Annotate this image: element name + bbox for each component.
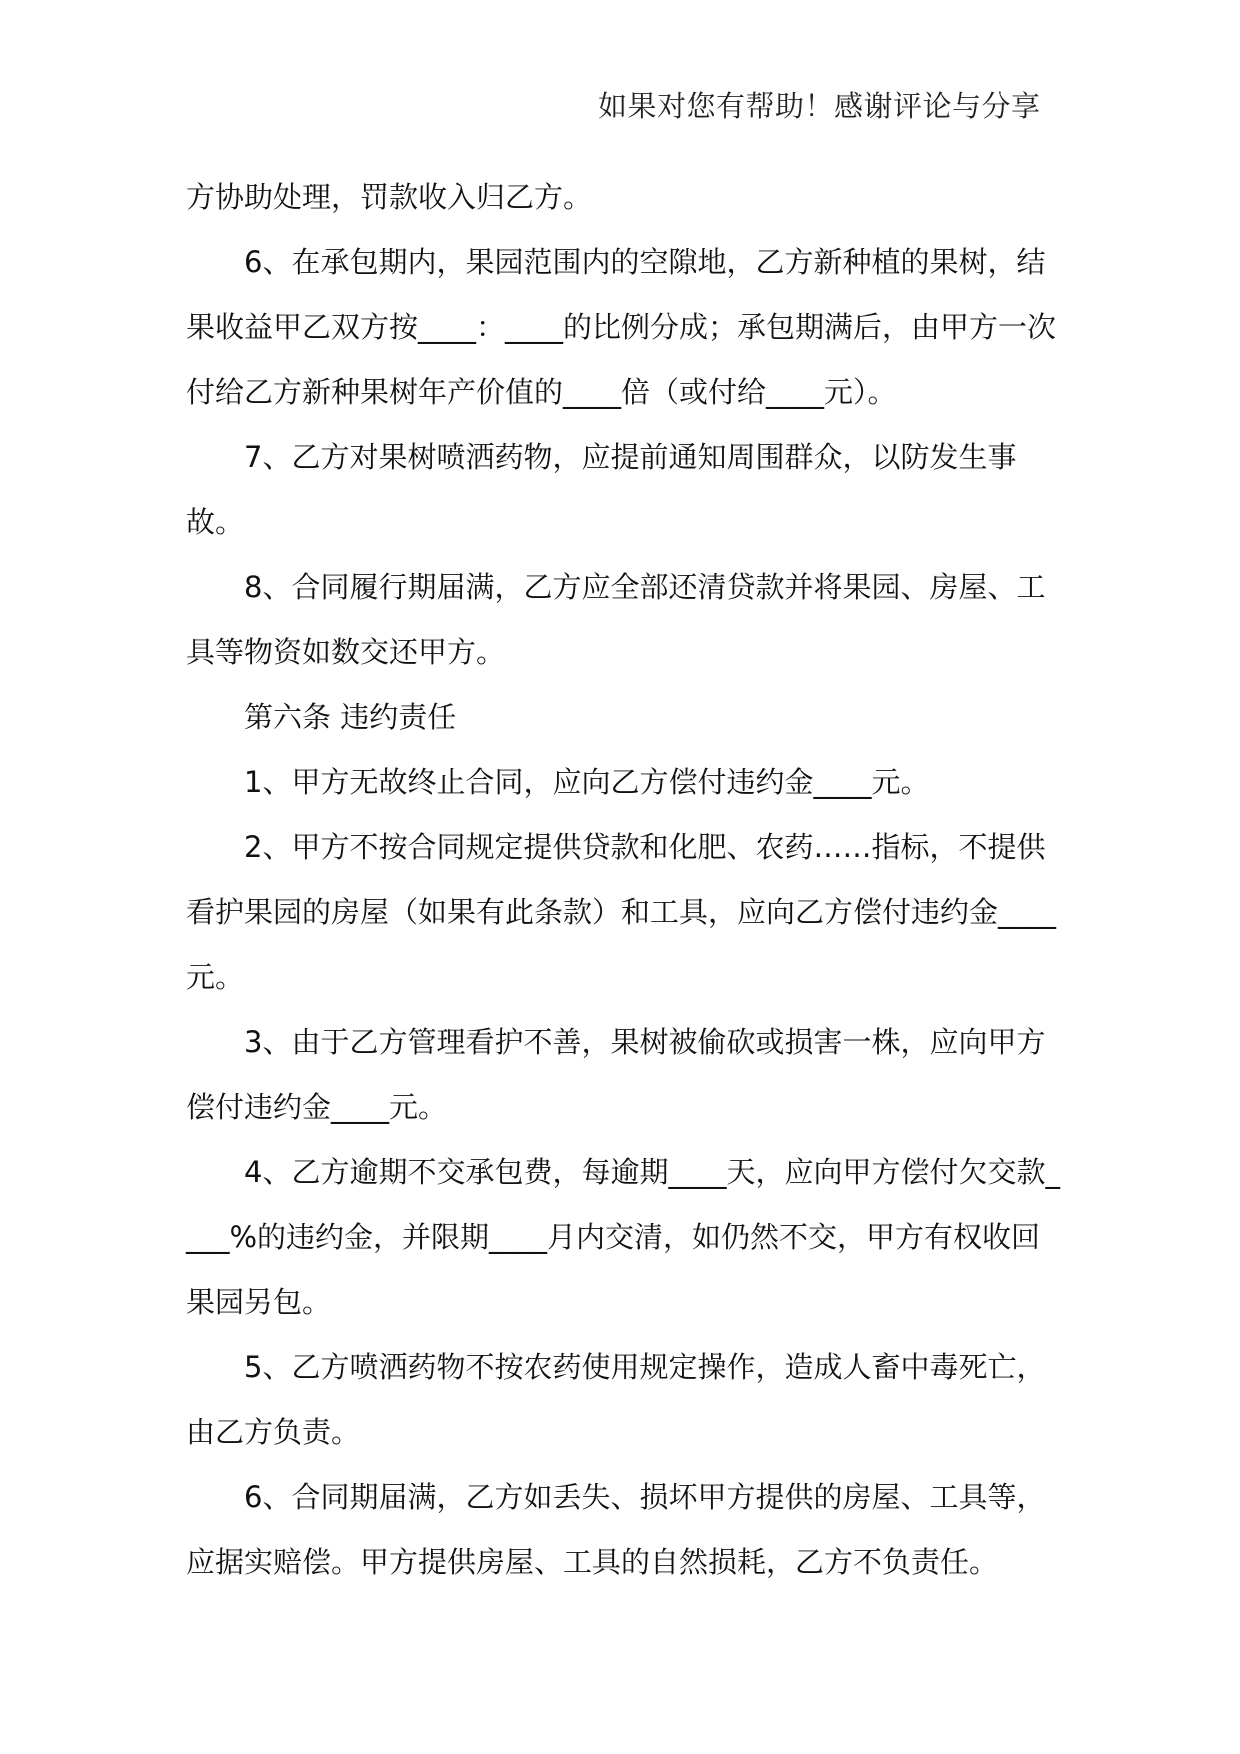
paragraph-liability-1: 1、甲方无故终止合同，应向乙方偿付违约金____元。: [244, 765, 930, 799]
paragraph-item-8: 8、合同履行期届满，乙方应全部还清贷款并将果园、房屋、工具等物资如数交还甲方。: [186, 570, 1046, 669]
paragraph-liability-3: 3、由于乙方管理看护不善，果树被偷砍或损害一株，应向甲方偿付违约金____元。: [186, 1025, 1046, 1124]
paragraph-liability-6: 6、合同期届满，乙方如丢失、损坏甲方提供的房屋、工具等，应据实赔偿。甲方提供房屋、工具的自然损耗，乙方不负责任。: [186, 1480, 1046, 1579]
header-note: 如果对您有帮助！感谢评论与分享: [598, 89, 1041, 123]
paragraph-liability-2: 2、甲方不按合同规定提供贷款和化肥、农药……指标，不提供看护果园的房屋（如果有此条款）和工具，应向乙方偿付违约金____元。: [186, 830, 1057, 994]
paragraph-item-6: 6、在承包期内，果园范围内的空隙地，乙方新种植的果树，结果收益甲乙双方按____：____的比例分成；承包期满后，由甲方一次付给乙方新种果树年产价值的____倍（或付给____元）。: [186, 245, 1057, 409]
paragraph-liability-5: 5、乙方喷洒药物不按农药使用规定操作，造成人畜中毒死亡，由乙方负责。: [186, 1350, 1046, 1449]
section-title: 第六条 违约责任: [244, 700, 457, 734]
paragraph-item-7: 7、乙方对果树喷洒药物，应提前通知周围群众，以防发生事故。: [186, 440, 1017, 539]
document-body: [186, 165, 1066, 1595]
paragraph-continuation: 方协助处理，罚款收入归乙方。: [186, 180, 593, 214]
paragraph-liability-4: 4、乙方逾期不交承包费，每逾期____天，应向甲方偿付欠交款____%的违约金，并限期____月内交清，如仍然不交，甲方有权收回果园另包。: [186, 1155, 1060, 1319]
